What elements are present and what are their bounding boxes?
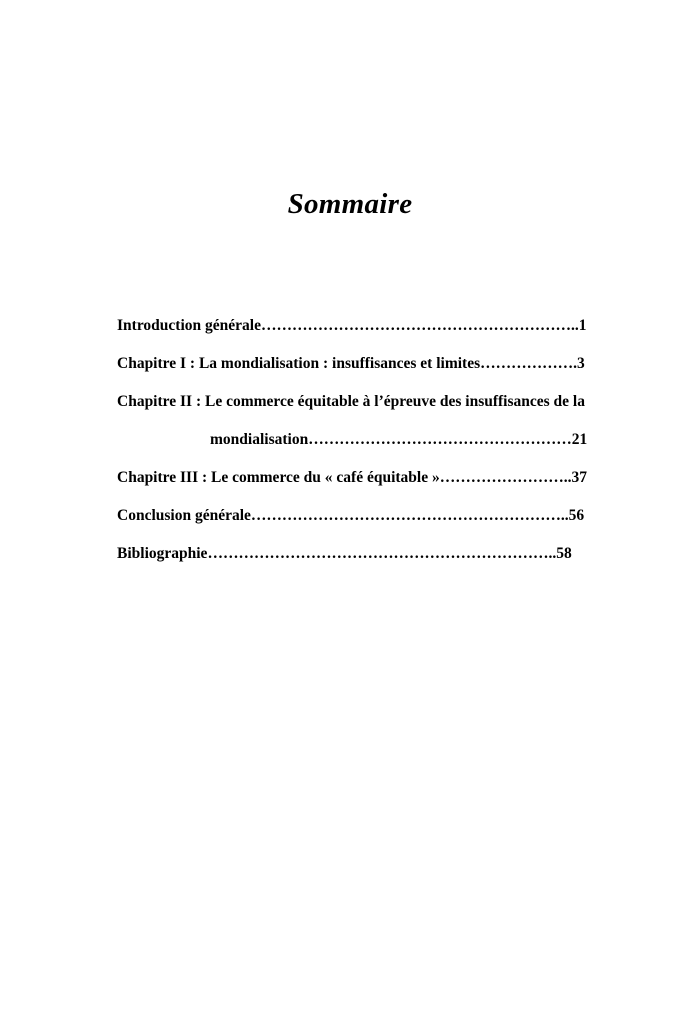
- page-title: Sommaire: [287, 188, 413, 220]
- toc-page-number: 21: [571, 431, 588, 448]
- toc-entry-bibliographie: [117, 545, 572, 563]
- toc-entry-chapitre-1: [117, 355, 585, 373]
- toc-leader: ……………………..: [439, 469, 572, 486]
- toc-leader: ……………………………………………………..: [250, 507, 569, 524]
- toc-page-number: 3: [577, 355, 585, 372]
- toc-leader: ……………….: [480, 355, 577, 372]
- toc-leader: …………………………………………………………..: [207, 545, 557, 562]
- toc-page-number: 56: [568, 507, 585, 524]
- toc-entry-label: Bibliographie: [117, 545, 208, 562]
- toc-page-number: 1: [578, 317, 587, 334]
- toc-page-number: 58: [556, 545, 572, 562]
- toc-entry-label: Conclusion générale: [117, 507, 251, 524]
- toc-entry-introduction: [117, 317, 586, 335]
- toc-leader: ……………………………………………: [308, 431, 572, 448]
- toc-entry-label: mondialisation: [210, 431, 309, 448]
- toc-entry-label: Introduction générale: [117, 317, 261, 334]
- toc-entry-chapitre-2-continued: [210, 431, 587, 449]
- toc-leader: ……………………………………………………..: [260, 317, 579, 334]
- toc-entry-conclusion: [117, 507, 584, 525]
- toc-entry-label: Chapitre II : Le commerce équitable à l’épreuve des insuffisances de la: [117, 393, 585, 410]
- toc-entry-label: Chapitre III : Le commerce du « café équitable »: [117, 469, 440, 486]
- toc-entry-label: Chapitre I : La mondialisation : insuffisances et limites: [117, 355, 481, 372]
- toc-entry-chapitre-3: [117, 469, 587, 487]
- toc-page-number: 37: [571, 469, 587, 486]
- toc-entry-chapitre-2: [117, 393, 585, 411]
